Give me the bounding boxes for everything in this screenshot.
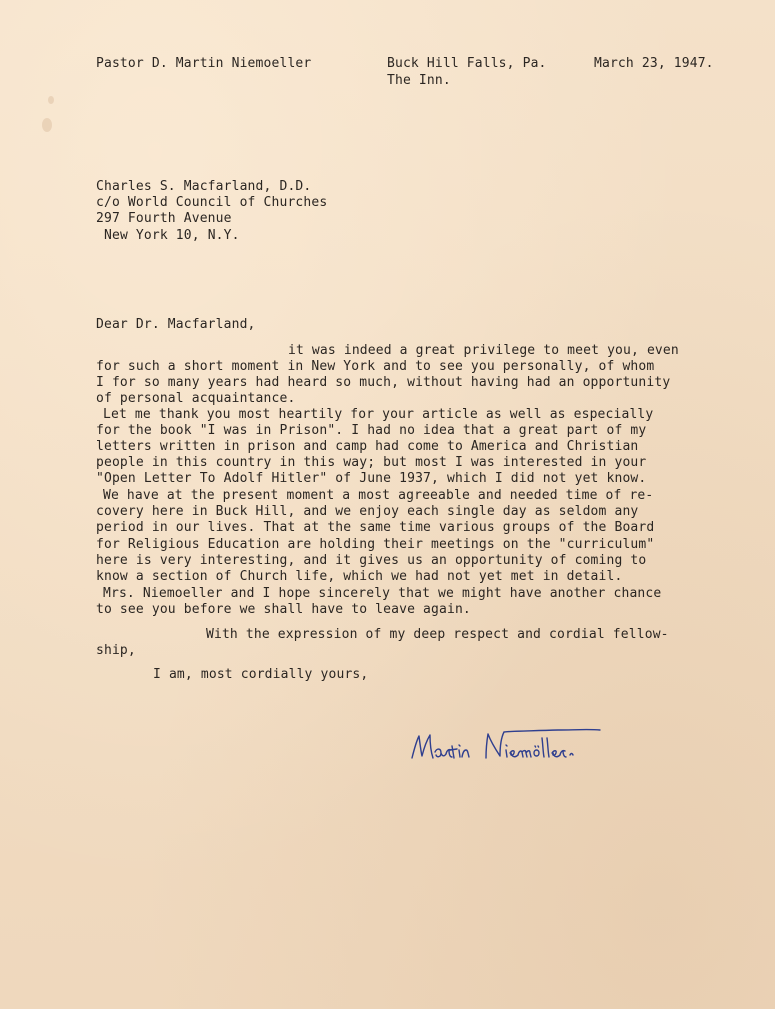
valediction: I am, most cordially yours, xyxy=(153,667,369,682)
body-line: here is very interesting, and it gives us an opportunity of coming to xyxy=(96,553,647,568)
letter-date: March 23, 1947. xyxy=(594,56,714,71)
body-line: for the book "I was in Prison". I had no idea that a great part of my xyxy=(96,423,647,438)
closing-line: ship, xyxy=(96,643,136,658)
body-line: people in this country in this way; but most I was interested in your xyxy=(96,455,647,470)
recipient-name: Charles S. Macfarland, D.D. xyxy=(96,179,312,194)
body-line: "Open Letter To Adolf Hitler" of June 1937, which I did not yet know. xyxy=(96,471,647,486)
body-line: it was indeed a great privilege to meet you, even xyxy=(288,343,679,358)
sender-place-line2: The Inn. xyxy=(387,73,451,88)
body-line: know a section of Church life, which we had not yet met in detail. xyxy=(96,569,623,584)
body-line: letters written in prison and camp had come to America and Christian xyxy=(96,439,639,454)
paper-stain xyxy=(42,118,52,132)
body-line: period in our lives. That at the same time various groups of the Board xyxy=(96,520,655,535)
closing-line: With the expression of my deep respect and cordial fellow- xyxy=(206,627,669,642)
body-line: of personal acquaintance. xyxy=(96,391,296,406)
body-line: for Religious Education are holding their meetings on the "curriculum" xyxy=(96,537,655,552)
paper-stain xyxy=(48,96,54,104)
body-line: Mrs. Niemoeller and I hope sincerely that we might have another chance xyxy=(103,586,662,601)
body-line: We have at the present moment a most agreeable and needed time of re- xyxy=(103,488,654,503)
salutation: Dear Dr. Macfarland, xyxy=(96,317,256,332)
body-line: I for so many years had heard so much, without having had an opportunity xyxy=(96,375,671,390)
sender-place: Buck Hill Falls, Pa. xyxy=(387,56,547,71)
sender-name: Pastor D. Martin Niemoeller xyxy=(96,56,312,71)
handwritten-signature xyxy=(408,722,608,770)
body-line: covery here in Buck Hill, and we enjoy each single day as seldom any xyxy=(96,504,639,519)
recipient-city: New York 10, N.Y. xyxy=(104,228,240,243)
body-line: Let me thank you most heartily for your article as well as especially xyxy=(103,407,654,422)
recipient-organization: c/o World Council of Churches xyxy=(96,195,328,210)
body-line: to see you before we shall have to leave again. xyxy=(96,602,471,617)
recipient-street: 297 Fourth Avenue xyxy=(96,211,232,226)
body-line: for such a short moment in New York and to see you personally, of whom xyxy=(96,359,655,374)
